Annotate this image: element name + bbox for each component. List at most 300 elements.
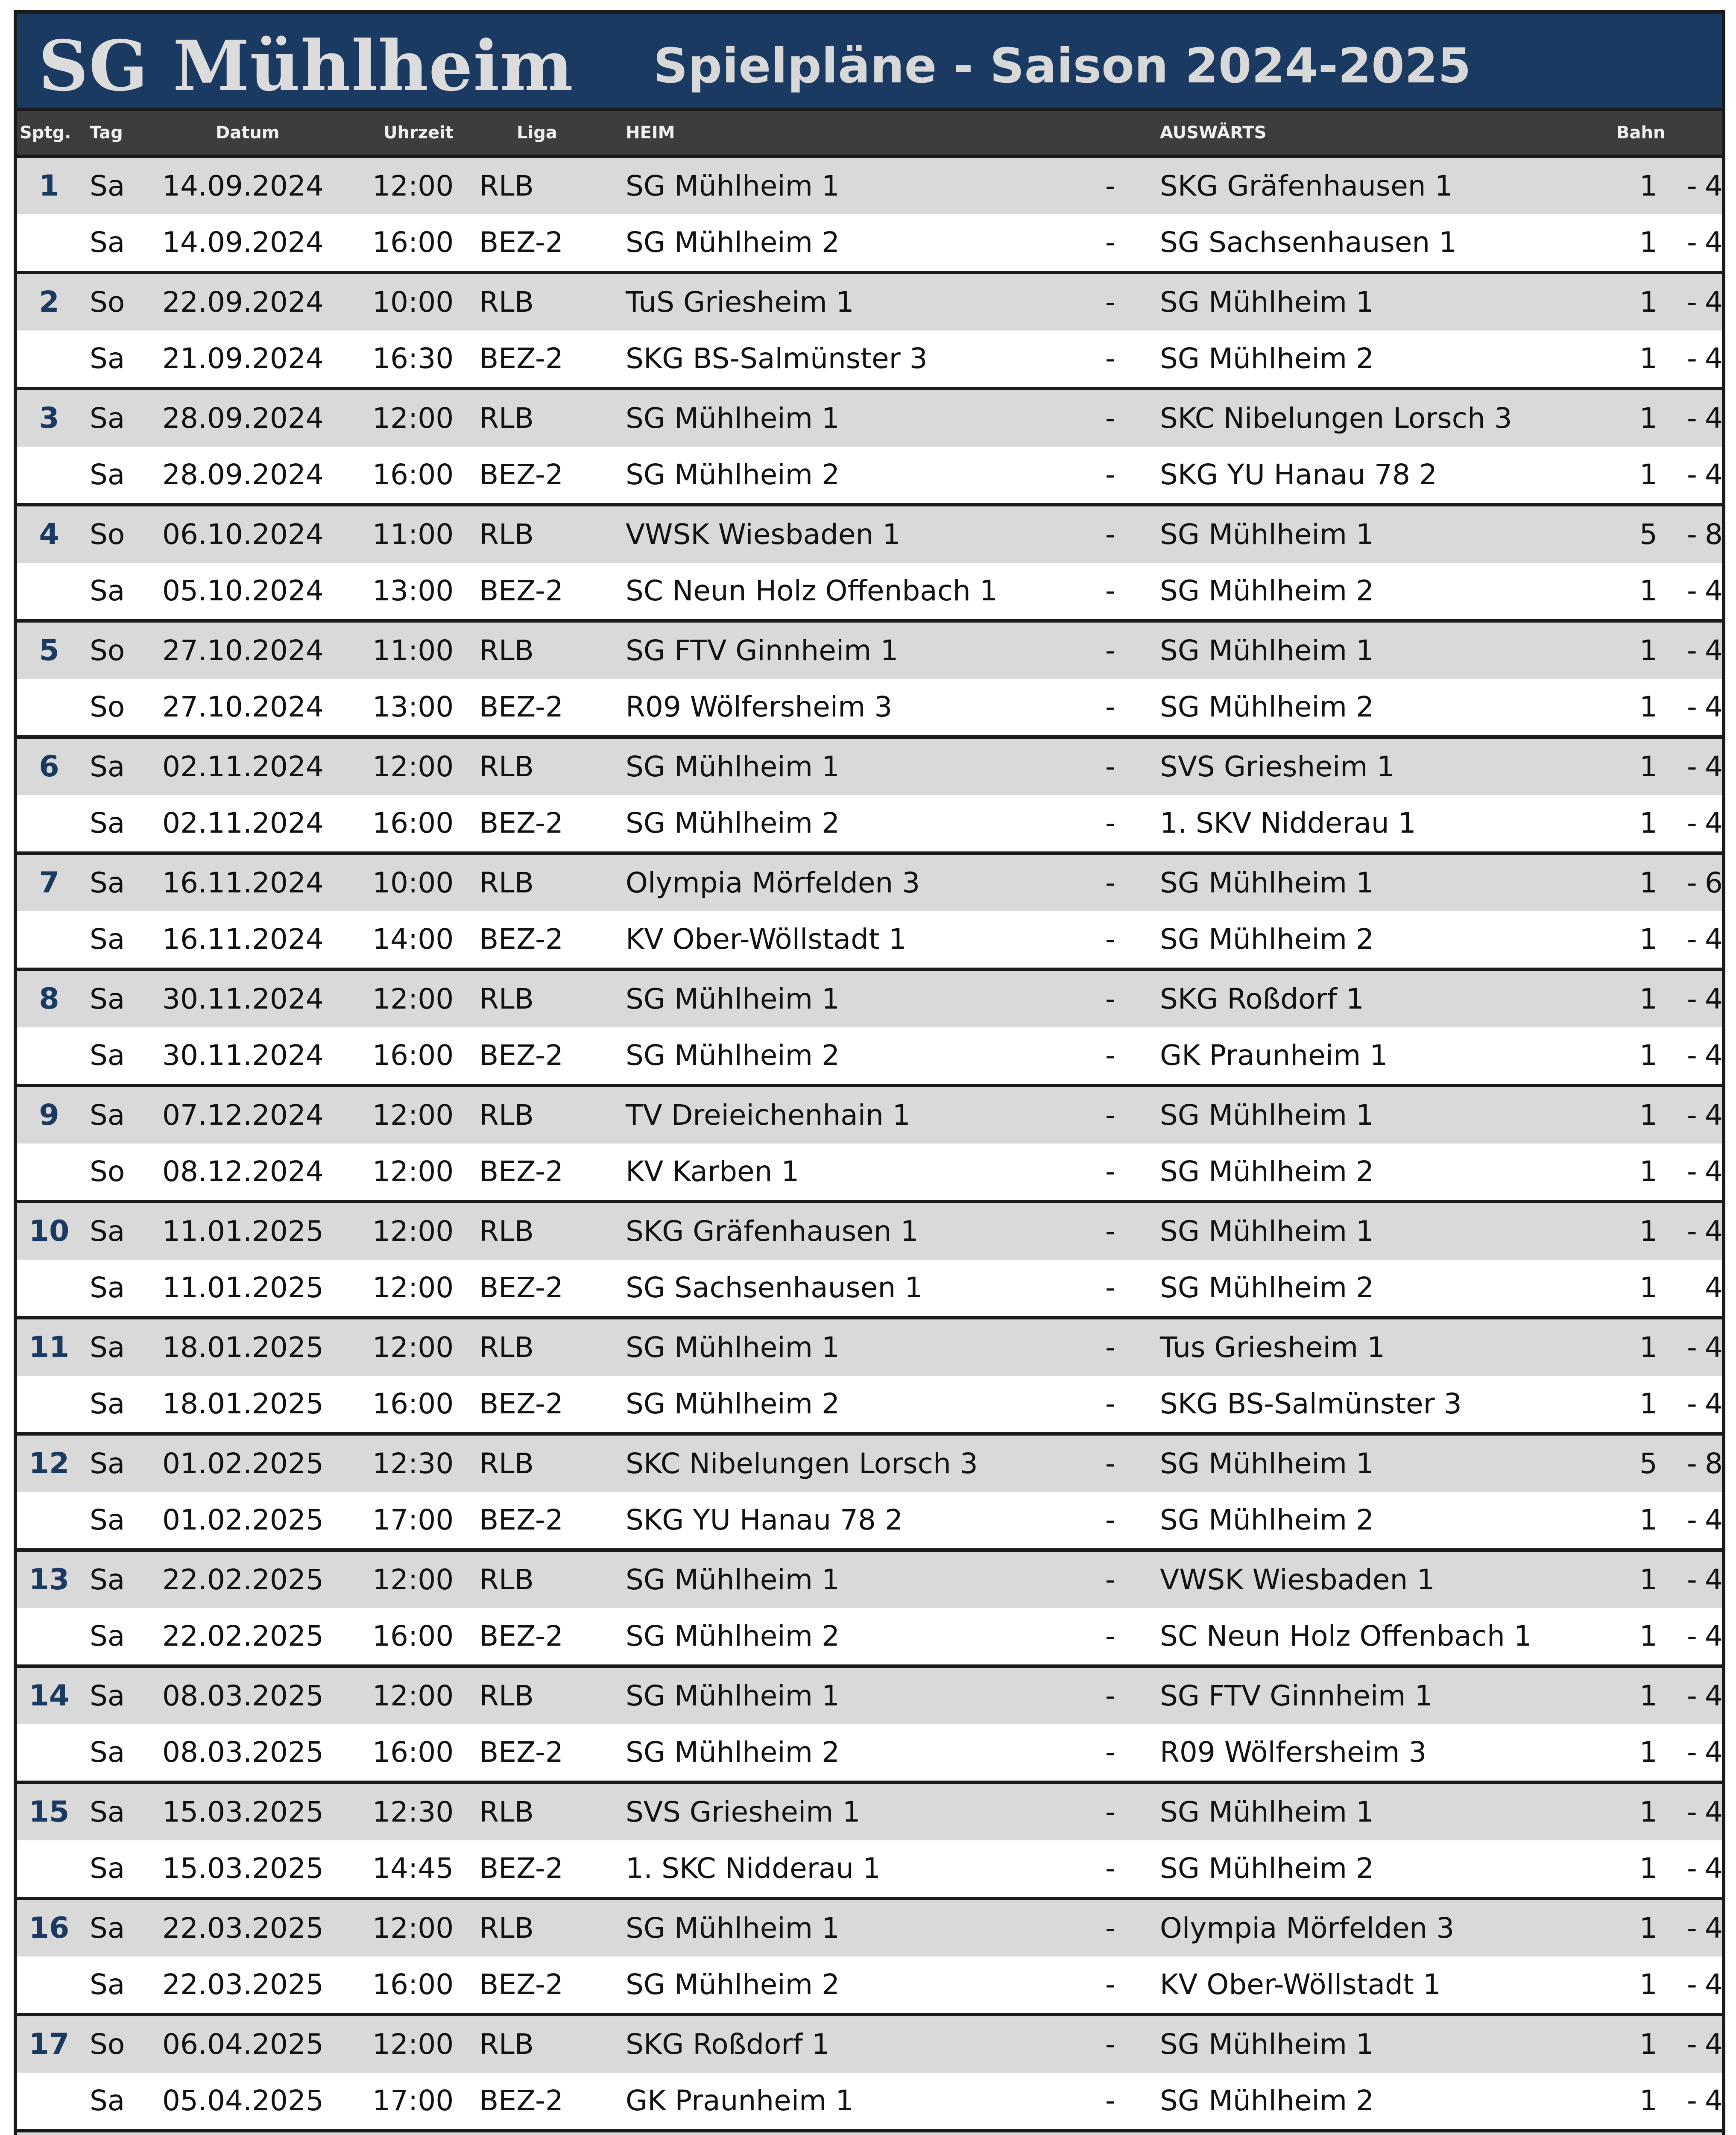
matchday-number: 2	[39, 285, 59, 319]
home-team-cell: SG Mühlheim 2	[626, 1968, 840, 2001]
lane-separator: -	[1687, 923, 1697, 956]
date-cell: 28.09.2024	[162, 402, 324, 435]
league-cell: RLB	[479, 1679, 534, 1712]
vs-separator: -	[1105, 402, 1115, 435]
day-cell: Sa	[90, 458, 125, 491]
league-cell: RLB	[479, 518, 534, 551]
lane-from-cell: 1	[1639, 1563, 1657, 1596]
league-cell: RLB	[479, 1331, 534, 1364]
table-row	[17, 1608, 1722, 1664]
away-team-cell: SG Mühlheim 1	[1160, 2028, 1374, 2061]
lane-to-cell: 4	[1705, 1271, 1723, 1304]
lane-from-cell: 1	[1639, 1852, 1657, 1885]
time-cell: 14:00	[372, 923, 454, 956]
header-uhrzeit: Uhrzeit	[384, 123, 454, 143]
lane-to-cell	[1705, 2132, 1723, 2135]
matchday-group	[17, 1552, 1722, 1668]
home-team-cell: VWSK Wiesbaden 1	[626, 518, 901, 551]
day-cell: Sa	[90, 983, 125, 1015]
date-cell: 18.01.2025	[162, 1331, 324, 1364]
vs-separator: -	[1105, 1563, 1115, 1596]
matchday-number: 9	[39, 1098, 59, 1132]
lane-to-cell: 4	[1705, 2028, 1723, 2061]
title-bar	[17, 14, 1722, 111]
lane-to-cell: 4	[1705, 634, 1723, 667]
home-team-cell: Olympia Mörfelden 3	[626, 866, 920, 899]
vs-separator: -	[1105, 690, 1115, 723]
vs-separator: -	[1105, 342, 1115, 375]
vs-separator: -	[1105, 1215, 1115, 1248]
league-cell: BEZ-2	[479, 1039, 563, 1072]
home-team-cell: SG Mühlheim 2	[626, 458, 840, 491]
lane-to-cell: 4	[1705, 2084, 1723, 2117]
away-team-cell: SG Mühlheim 1	[1160, 1215, 1374, 1248]
header-datum: Datum	[216, 123, 280, 143]
home-team-cell: SG Mühlheim 2	[626, 1387, 840, 1420]
league-cell: RLB	[479, 170, 534, 202]
lane-separator: -	[1687, 1852, 1697, 1885]
lane-separator: -	[1687, 1563, 1697, 1596]
day-cell: Sa	[90, 402, 125, 435]
time-cell: 16:00	[372, 226, 454, 259]
vs-separator: -	[1105, 634, 1115, 667]
vs-separator: -	[1105, 1968, 1115, 2001]
matchday-group	[17, 739, 1722, 855]
day-cell: Sa	[90, 1968, 125, 2001]
day-cell: So	[90, 286, 125, 319]
table-row	[17, 855, 1722, 911]
league-cell: RLB	[479, 1796, 534, 1828]
day-cell: So	[90, 518, 125, 551]
table-row	[17, 971, 1722, 1027]
lane-from-cell: 1	[1639, 1271, 1657, 1304]
lane-separator: -	[1687, 342, 1697, 375]
lane-from-cell: 1	[1639, 690, 1657, 723]
lane-to-cell: 4	[1705, 1215, 1723, 1248]
date-cell: 02.11.2024	[162, 750, 324, 783]
vs-separator: -	[1105, 1679, 1115, 1712]
home-team-cell: SG Mühlheim 1	[626, 170, 840, 202]
table-row	[17, 1957, 1722, 2013]
away-team-cell: SG Mühlheim 2	[1160, 1271, 1374, 1304]
lane-to-cell: 4	[1705, 750, 1723, 783]
table-row	[17, 1784, 1722, 1840]
table-row	[17, 158, 1722, 214]
vs-separator: -	[1105, 1620, 1115, 1652]
lane-from-cell: 1	[1639, 923, 1657, 956]
matchday-number: 4	[39, 518, 59, 551]
table-row	[17, 2132, 1722, 2135]
lane-separator: -	[1687, 750, 1697, 783]
lane-to-cell: 4	[1705, 690, 1723, 723]
lane-to-cell: 4	[1705, 402, 1723, 435]
vs-separator: -	[1105, 866, 1115, 899]
day-cell: Sa	[90, 750, 125, 783]
lane-to-cell: 4	[1705, 458, 1723, 491]
home-team-cell: SG Mühlheim 2	[626, 226, 840, 259]
matchday-group	[17, 390, 1722, 506]
home-team-cell: TV Dreieichenhain 1	[626, 1099, 910, 1132]
lane-separator: -	[1687, 1155, 1697, 1188]
league-cell: RLB	[479, 2028, 534, 2061]
home-team-cell: SG Mühlheim 1	[626, 1331, 840, 1364]
lane-separator	[1687, 2132, 1697, 2135]
table-row	[17, 330, 1722, 387]
date-cell: 11.01.2025	[162, 1271, 324, 1304]
table-row	[17, 2016, 1722, 2073]
lane-from-cell: 1	[1639, 574, 1657, 607]
lane-separator: -	[1687, 1099, 1697, 1132]
day-cell: Sa	[90, 1679, 125, 1712]
lane-to-cell: 4	[1705, 286, 1723, 319]
matchday-group	[17, 158, 1722, 274]
lane-from-cell: 1	[1639, 1968, 1657, 2001]
lane-separator: -	[1687, 226, 1697, 259]
schedule-table-body	[17, 158, 1722, 2135]
day-cell: Sa	[90, 342, 125, 375]
home-team-cell: SKG Roßdorf 1	[626, 2028, 830, 2061]
table-row	[17, 1492, 1722, 1548]
vs-separator: -	[1105, 170, 1115, 202]
vs-separator: -	[1105, 923, 1115, 956]
home-team-cell: SG Mühlheim 1	[626, 402, 840, 435]
day-cell: Sa	[90, 1736, 125, 1769]
table-row	[17, 1144, 1722, 1200]
header-bahn: Bahn	[1616, 123, 1666, 143]
vs-separator: -	[1105, 1503, 1115, 1536]
day-cell: Sa	[90, 1447, 125, 1480]
lane-separator: -	[1687, 1620, 1697, 1652]
matchday-group	[17, 2016, 1722, 2132]
time-cell: 12:00	[372, 170, 454, 202]
lane-from-cell: 1	[1639, 1099, 1657, 1132]
matchday-group	[17, 855, 1722, 971]
away-team-cell: SG Mühlheim 2	[1160, 1503, 1374, 1536]
league-cell: RLB	[479, 866, 534, 899]
home-team-cell: SC Neun Holz Offenbach 1	[626, 574, 998, 607]
day-cell: So	[90, 634, 125, 667]
matchday-number: 7	[39, 866, 59, 900]
table-row	[17, 1087, 1722, 1144]
vs-separator: -	[1105, 1155, 1115, 1188]
lane-to-cell: 4	[1705, 1968, 1723, 2001]
home-team-cell: SG Mühlheim 2	[626, 1620, 840, 1652]
away-team-cell: SG Mühlheim 2	[1160, 923, 1374, 956]
lane-from-cell: 1	[1639, 402, 1657, 435]
header-auswaerts: AUSWÄRTS	[1160, 123, 1267, 143]
lane-from-cell: 1	[1639, 983, 1657, 1015]
matchday-number: 5	[39, 634, 59, 667]
lane-to-cell: 4	[1705, 1679, 1723, 1712]
time-cell: 10:00	[372, 286, 454, 319]
lane-separator: -	[1687, 574, 1697, 607]
home-team-cell: KV Karben 1	[626, 1155, 799, 1188]
date-cell: 08.12.2024	[162, 1155, 324, 1188]
lane-from-cell: 1	[1639, 1503, 1657, 1536]
day-cell: Sa	[90, 574, 125, 607]
header-sptg: Sptg.	[20, 123, 71, 143]
matchday-number: 16	[29, 1911, 70, 1945]
table-header	[17, 111, 1722, 158]
lane-from-cell: 1	[1639, 342, 1657, 375]
table-row	[17, 1436, 1722, 1492]
home-team-cell: SG FTV Ginnheim 1	[626, 634, 899, 667]
table-row	[17, 911, 1722, 968]
vs-separator: -	[1105, 1271, 1115, 1304]
lane-to-cell: 4	[1705, 1503, 1723, 1536]
home-team-cell: SG Mühlheim 1	[626, 750, 840, 783]
lane-from-cell: 1	[1639, 1215, 1657, 1248]
table-row	[17, 1203, 1722, 1260]
table-row	[17, 1900, 1722, 1957]
date-cell: 22.02.2025	[162, 1620, 324, 1652]
matchday-group	[17, 1087, 1722, 1203]
time-cell: 11:00	[372, 518, 454, 551]
date-cell: 01.02.2025	[162, 1503, 324, 1536]
lane-separator: -	[1687, 170, 1697, 202]
date-cell: 16.11.2024	[162, 866, 324, 899]
matchday-group	[17, 1436, 1722, 1552]
league-cell: BEZ-2	[479, 690, 563, 723]
home-team-cell: KV Ober-Wöllstadt 1	[626, 923, 907, 956]
time-cell: 16:30	[372, 342, 454, 375]
lane-to-cell: 4	[1705, 807, 1723, 839]
away-team-cell: SG Mühlheim 1	[1160, 634, 1374, 667]
league-cell: BEZ-2	[479, 1852, 563, 1885]
away-team-cell: KV Ober-Wöllstadt 1	[1160, 1968, 1441, 2001]
date-cell: 18.01.2025	[162, 1387, 324, 1420]
time-cell: 12:00	[372, 1215, 454, 1248]
lane-separator: -	[1687, 1387, 1697, 1420]
time-cell: 17:00	[372, 2084, 454, 2117]
table-row	[17, 1840, 1722, 1897]
away-team-cell: SG Mühlheim 1	[1160, 866, 1374, 899]
vs-separator: -	[1105, 226, 1115, 259]
vs-separator: -	[1105, 807, 1115, 839]
time-cell: 16:00	[372, 1387, 454, 1420]
vs-separator: -	[1105, 1447, 1115, 1480]
time-cell: 12:00	[372, 1563, 454, 1596]
time-cell: 12:00	[372, 1912, 454, 1945]
matchday-number: 1	[39, 169, 59, 203]
lane-to-cell: 4	[1705, 1387, 1723, 1420]
time-cell	[372, 2132, 454, 2135]
table-row	[17, 214, 1722, 271]
date-cell: 15.03.2025	[162, 1852, 324, 1885]
matchday-number: 6	[39, 750, 59, 784]
home-team-cell: SG Mühlheim 1	[626, 1912, 840, 1945]
lane-separator: -	[1687, 983, 1697, 1015]
matchday-number: 8	[39, 982, 59, 1016]
matchday-number: 17	[29, 2027, 70, 2061]
league-cell: RLB	[479, 750, 534, 783]
lane-separator: -	[1687, 1503, 1697, 1536]
lane-from-cell: 1	[1639, 1155, 1657, 1188]
home-team-cell: SKG Gräfenhausen 1	[626, 1215, 919, 1248]
header-liga: Liga	[517, 123, 557, 143]
league-cell: BEZ-2	[479, 807, 563, 839]
date-cell: 28.09.2024	[162, 458, 324, 491]
matchday-group	[17, 1668, 1722, 1784]
lane-to-cell: 6	[1705, 866, 1723, 899]
lane-to-cell: 4	[1705, 1796, 1723, 1828]
date-cell: 05.04.2025	[162, 2084, 324, 2117]
vs-separator: -	[1105, 2084, 1115, 2117]
time-cell: 12:00	[372, 1155, 454, 1188]
lane-to-cell: 4	[1705, 1039, 1723, 1072]
lane-from-cell: 5	[1639, 518, 1657, 551]
lane-from-cell: 1	[1639, 286, 1657, 319]
time-cell: 12:30	[372, 1796, 454, 1828]
lane-to-cell: 4	[1705, 1155, 1723, 1188]
matchday-number: 14	[29, 1679, 70, 1713]
day-cell: Sa	[90, 1563, 125, 1596]
vs-separator: -	[1105, 518, 1115, 551]
vs-separator	[1105, 2132, 1115, 2135]
away-team-cell: 1. SKV Nidderau 1	[1160, 807, 1416, 839]
lane-from-cell: 1	[1639, 1620, 1657, 1652]
away-team-cell: SG Sachsenhausen 1	[1160, 226, 1457, 259]
table-row	[17, 447, 1722, 503]
vs-separator: -	[1105, 1039, 1115, 1072]
season-title: Spielpläne - Saison 2024-2025	[653, 38, 1471, 94]
vs-separator: -	[1105, 286, 1115, 319]
league-cell: RLB	[479, 1912, 534, 1945]
league-cell: BEZ-2	[479, 1620, 563, 1652]
date-cell: 08.03.2025	[162, 1679, 324, 1712]
lane-separator: -	[1687, 1447, 1697, 1480]
lane-to-cell: 4	[1705, 226, 1723, 259]
away-team-cell: VWSK Wiesbaden 1	[1160, 1563, 1435, 1596]
header-heim: HEIM	[626, 123, 675, 143]
matchday-group	[17, 1319, 1722, 1436]
vs-separator: -	[1105, 574, 1115, 607]
time-cell: 12:00	[372, 750, 454, 783]
away-team-cell: SG FTV Ginnheim 1	[1160, 1679, 1433, 1712]
league-cell: RLB	[479, 402, 534, 435]
lane-from-cell: 1	[1639, 2028, 1657, 2061]
time-cell: 13:00	[372, 690, 454, 723]
lane-separator: -	[1687, 1736, 1697, 1769]
matchday-group	[17, 274, 1722, 390]
lane-separator: -	[1687, 1039, 1697, 1072]
day-cell: Sa	[90, 1387, 125, 1420]
day-cell: Sa	[90, 923, 125, 956]
league-cell: RLB	[479, 1099, 534, 1132]
league-cell: BEZ-2	[479, 1503, 563, 1536]
time-cell: 14:45	[372, 1852, 454, 1885]
lane-to-cell: 4	[1705, 1563, 1723, 1596]
lane-from-cell: 1	[1639, 1331, 1657, 1364]
matchday-number	[17, 2132, 81, 2135]
lane-to-cell: 8	[1705, 518, 1723, 551]
lane-separator: -	[1687, 866, 1697, 899]
table-row	[17, 2073, 1722, 2129]
time-cell: 12:00	[372, 1099, 454, 1132]
date-cell: 30.11.2024	[162, 983, 324, 1015]
away-team-cell: SKG BS-Salmünster 3	[1160, 1387, 1462, 1420]
day-cell: Sa	[90, 2084, 125, 2117]
away-team-cell: SG Mühlheim 2	[1160, 1155, 1374, 1188]
time-cell: 11:00	[372, 634, 454, 667]
table-row	[17, 623, 1722, 679]
home-team-cell: GK Praunheim 1	[626, 2084, 854, 2117]
lane-to-cell: 4	[1705, 1852, 1723, 1885]
away-team-cell: SG Mühlheim 2	[1160, 574, 1374, 607]
table-row	[17, 679, 1722, 735]
lane-separator: -	[1687, 1679, 1697, 1712]
league-cell: BEZ-2	[479, 458, 563, 491]
time-cell: 10:00	[372, 866, 454, 899]
table-row	[17, 1376, 1722, 1432]
date-cell: 08.03.2025	[162, 1736, 324, 1769]
away-team-cell: SC Neun Holz Offenbach 1	[1160, 1620, 1532, 1652]
league-cell: BEZ-2	[479, 1155, 563, 1188]
lane-from-cell: 5	[1639, 1447, 1657, 1480]
day-cell: Sa	[90, 1271, 125, 1304]
date-cell: 30.11.2024	[162, 1039, 324, 1072]
lane-from-cell: 1	[1639, 1796, 1657, 1828]
day-cell: Sa	[90, 1039, 125, 1072]
time-cell: 16:00	[372, 1736, 454, 1769]
table-row	[17, 1319, 1722, 1376]
date-cell	[162, 2132, 324, 2135]
date-cell: 11.01.2025	[162, 1215, 324, 1248]
league-cell: BEZ-2	[479, 1736, 563, 1769]
time-cell: 17:00	[372, 1503, 454, 1536]
date-cell: 01.02.2025	[162, 1447, 324, 1480]
league-cell: RLB	[479, 634, 534, 667]
day-cell: So	[90, 2028, 125, 2061]
lane-from-cell: 1	[1639, 226, 1657, 259]
day-cell: So	[90, 1155, 125, 1188]
time-cell: 16:00	[372, 1620, 454, 1652]
away-team-cell: SVS Griesheim 1	[1160, 750, 1395, 783]
lane-separator: -	[1687, 2084, 1697, 2117]
league-cell	[479, 2132, 534, 2135]
time-cell: 12:00	[372, 2028, 454, 2061]
table-row	[17, 739, 1722, 795]
lane-separator: -	[1687, 1912, 1697, 1945]
lane-from-cell: 1	[1639, 2084, 1657, 2117]
home-team-cell: SVS Griesheim 1	[626, 1796, 861, 1828]
home-team-cell: 1. SKC Nidderau 1	[626, 1852, 881, 1885]
lane-separator: -	[1687, 634, 1697, 667]
table-row	[17, 390, 1722, 447]
day-cell: Sa	[90, 1503, 125, 1536]
league-cell: RLB	[479, 983, 534, 1015]
lane-separator: -	[1687, 1796, 1697, 1828]
time-cell: 16:00	[372, 1039, 454, 1072]
table-row	[17, 795, 1722, 851]
day-cell: Sa	[90, 170, 125, 202]
lane-from-cell: 1	[1639, 1736, 1657, 1769]
vs-separator: -	[1105, 1099, 1115, 1132]
home-team-cell: SG Mühlheim 2	[626, 1736, 840, 1769]
day-cell: Sa	[90, 1331, 125, 1364]
lane-separator: -	[1687, 1968, 1697, 2001]
vs-separator: -	[1105, 1796, 1115, 1828]
date-cell: 15.03.2025	[162, 1796, 324, 1828]
lane-from-cell: 1	[1639, 807, 1657, 839]
league-cell: BEZ-2	[479, 342, 563, 375]
vs-separator: -	[1105, 2028, 1115, 2061]
vs-separator: -	[1105, 458, 1115, 491]
lane-to-cell: 4	[1705, 170, 1723, 202]
day-cell: Sa	[90, 1215, 125, 1248]
home-team-cell: SG Mühlheim 2	[626, 807, 840, 839]
table-row	[17, 1552, 1722, 1608]
